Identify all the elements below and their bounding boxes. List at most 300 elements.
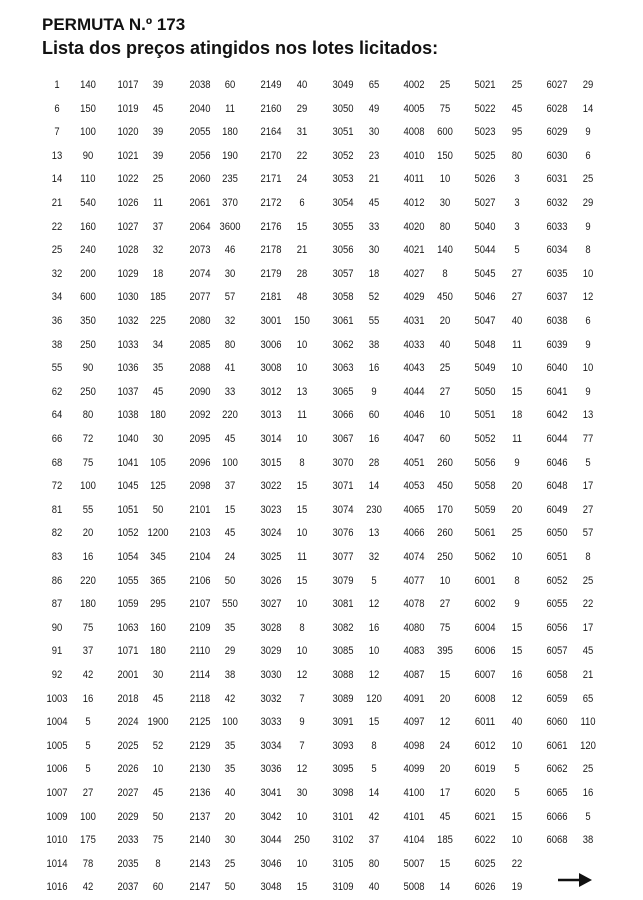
lot-price: 9 (585, 220, 591, 233)
lot-number: 1071 (117, 645, 139, 658)
lot-number: 1003 (46, 692, 68, 705)
lot-price: 11 (297, 409, 307, 422)
table-row (0, 381, 591, 405)
lot-number: 3013 (260, 409, 282, 422)
lot-number: 5046 (474, 291, 496, 304)
lot-price: 540 (80, 197, 96, 209)
table-row (0, 452, 591, 476)
lot-number: 4044 (403, 385, 425, 398)
lot-price: 9 (585, 338, 591, 351)
lot-price: 80 (439, 220, 451, 233)
lot-price: 140 (437, 244, 453, 257)
lot-number: 2073 (189, 244, 211, 257)
lot-number: 6006 (474, 645, 496, 658)
lot-price: 5 (85, 739, 91, 752)
lot-price: 14 (368, 787, 380, 799)
table-row (0, 499, 594, 523)
lot-number: 6055 (546, 598, 568, 611)
lot-number: 3027 (260, 598, 282, 611)
lot-price: 9 (514, 456, 520, 469)
lot-price: 8 (585, 244, 591, 257)
lot-price: 11 (225, 102, 235, 115)
lot-price: 250 (80, 338, 96, 351)
lot-number: 3041 (260, 787, 282, 799)
lot-price: 11 (512, 433, 522, 445)
table-row (0, 522, 594, 546)
lot-price: 3 (514, 173, 520, 186)
lot-number: 3105 (332, 857, 354, 870)
lot-number: 3050 (332, 102, 354, 115)
lot-price: 75 (82, 456, 94, 469)
lot-price: 14 (582, 102, 594, 115)
lot-number: 6028 (546, 102, 568, 115)
lot-number: 22 (51, 220, 63, 233)
lot-number: 5049 (474, 362, 496, 375)
lot-number: 6033 (546, 220, 568, 233)
lot-number: 2061 (189, 197, 211, 209)
lot-number: 3014 (260, 433, 282, 445)
lot-price: 42 (224, 692, 236, 705)
lot-price: 15 (511, 385, 523, 398)
lot-number: 2024 (117, 716, 139, 729)
lot-price: 25 (511, 79, 523, 91)
lot-number: 2060 (189, 173, 211, 186)
lot-price: 10 (296, 810, 308, 823)
lot-price: 14 (439, 881, 451, 894)
lot-number: 1036 (117, 362, 139, 375)
lot-number: 2090 (189, 385, 211, 398)
lot-number: 4065 (403, 503, 425, 516)
lot-number: 6068 (546, 834, 568, 847)
lot-price: 10 (582, 362, 594, 375)
lot-price: 11 (297, 551, 307, 563)
lot-price: 27 (82, 787, 94, 799)
lot-price: 20 (439, 692, 451, 705)
lot-price: 150 (80, 102, 96, 115)
lot-number: 1006 (46, 763, 68, 776)
lot-price: 10 (296, 338, 308, 351)
lot-price: 16 (582, 787, 594, 799)
lot-number: 3008 (260, 362, 282, 375)
lot-price: 5 (585, 456, 591, 469)
lot-price: 13 (296, 385, 308, 398)
lot-number: 2149 (260, 79, 282, 91)
table-row (0, 74, 594, 98)
lot-number: 3046 (260, 857, 282, 870)
lot-number: 6035 (546, 267, 568, 280)
lot-number: 6027 (546, 79, 568, 91)
lot-price: 21 (368, 173, 380, 186)
table-row (0, 829, 594, 853)
lot-number: 5021 (474, 79, 496, 91)
lot-number: 6066 (546, 810, 568, 823)
lot-number: 4091 (403, 692, 425, 705)
lot-price: 30 (152, 433, 164, 445)
lot-price: 12 (296, 669, 308, 681)
lot-number: 4008 (403, 126, 425, 139)
lot-price: 12 (296, 763, 308, 776)
lot-price: 180 (150, 645, 166, 658)
lot-price: 48 (296, 291, 308, 304)
lot-number: 3048 (260, 881, 282, 894)
lot-price: 16 (82, 551, 94, 563)
lot-price: 45 (511, 102, 523, 115)
lot-number: 2130 (189, 763, 211, 776)
lot-number: 2170 (260, 149, 282, 162)
lot-price: 37 (82, 645, 94, 658)
lot-number: 2136 (189, 787, 211, 799)
lot-number: 3061 (332, 315, 354, 327)
lot-number: 6040 (546, 362, 568, 375)
lot-price: 35 (224, 763, 236, 776)
lot-price: 55 (82, 503, 94, 516)
lot-number: 92 (51, 669, 63, 681)
lot-number: 90 (51, 621, 63, 634)
lot-number: 7 (54, 126, 60, 139)
lot-number: 3076 (332, 527, 354, 540)
lot-number: 4100 (403, 787, 425, 799)
lot-number: 6031 (546, 173, 568, 186)
lot-price: 38 (368, 338, 380, 351)
lot-number: 4002 (403, 79, 425, 91)
lot-price: 60 (368, 409, 380, 422)
lot-price: 10 (152, 763, 164, 776)
lot-price: 15 (296, 480, 308, 493)
lot-price: 12 (511, 692, 523, 705)
lot-price: 450 (437, 291, 453, 304)
lot-price: 57 (582, 527, 594, 540)
lot-price: 370 (222, 197, 238, 209)
lot-number: 3070 (332, 456, 354, 469)
lot-number: 1021 (117, 149, 139, 162)
lot-price: 8 (299, 456, 305, 469)
lot-price: 23 (368, 149, 380, 162)
lot-price: 5 (585, 810, 591, 823)
lot-price: 27 (439, 385, 451, 398)
lot-number: 3079 (332, 574, 354, 587)
lot-price: 250 (437, 551, 453, 563)
lot-number: 6007 (474, 669, 496, 681)
lot-number: 2118 (189, 692, 211, 705)
table-row (0, 570, 594, 594)
lot-number: 5062 (474, 551, 496, 563)
lot-number: 62 (51, 385, 63, 398)
lot-number: 13 (51, 149, 63, 162)
lot-number: 4083 (403, 645, 425, 658)
lot-price: 40 (296, 79, 308, 91)
lot-number: 1029 (117, 267, 139, 280)
lot-number: 4051 (403, 456, 425, 469)
table-row (0, 357, 594, 381)
lot-price: 37 (368, 834, 380, 847)
lot-price: 10 (296, 433, 308, 445)
lot-price: 365 (150, 574, 166, 587)
lot-number: 2095 (189, 433, 211, 445)
lot-price: 15 (511, 645, 523, 658)
lot-price: 25 (152, 173, 164, 186)
lot-number: 1016 (46, 881, 68, 894)
lot-price: 14 (368, 480, 380, 493)
lot-price: 235 (222, 173, 238, 186)
lot-price: 75 (152, 834, 164, 847)
lot-price: 50 (152, 503, 164, 516)
lot-price: 190 (222, 149, 238, 162)
table-row (0, 98, 594, 122)
lot-number: 5061 (474, 527, 496, 540)
table-row (0, 593, 594, 617)
lot-number: 2137 (189, 810, 211, 823)
lot-number: 5026 (474, 173, 496, 186)
lot-number: 87 (51, 598, 63, 611)
lot-number: 2056 (189, 149, 211, 162)
lot-number: 3033 (260, 716, 282, 729)
lot-price: 78 (82, 857, 94, 870)
lot-price: 600 (437, 126, 453, 139)
lot-price: 9 (585, 385, 591, 398)
lot-number: 14 (51, 173, 63, 186)
lot-price: 110 (80, 173, 96, 186)
lot-number: 21 (51, 197, 63, 209)
lot-number: 3091 (332, 716, 354, 729)
lot-price: 100 (80, 480, 96, 493)
lot-number: 5052 (474, 433, 496, 445)
lot-price: 37 (224, 480, 236, 493)
lot-number: 2172 (260, 197, 282, 209)
lot-number: 6 (54, 102, 60, 115)
lot-number: 25 (51, 244, 63, 257)
lot-number: 2181 (260, 291, 282, 304)
lot-number: 2074 (189, 267, 211, 280)
lot-number: 4046 (403, 409, 425, 422)
lot-number: 2103 (189, 527, 211, 540)
table-row (0, 853, 553, 877)
lot-number: 5022 (474, 102, 496, 115)
lot-number: 1038 (117, 409, 139, 422)
lot-price: 33 (368, 220, 380, 233)
lot-number: 6034 (546, 244, 568, 257)
table-row (0, 168, 594, 192)
lot-price: 29 (582, 197, 594, 209)
lot-price: 60 (439, 433, 451, 445)
lot-number: 1033 (117, 338, 139, 351)
lot-price: 41 (224, 362, 236, 375)
lot-number: 6050 (546, 527, 568, 540)
lot-price: 150 (294, 315, 310, 327)
lot-price: 75 (439, 621, 451, 634)
table-row (0, 475, 594, 499)
lot-number: 5040 (474, 220, 496, 233)
lot-number: 6056 (546, 621, 568, 634)
lot-number: 68 (51, 456, 63, 469)
lot-number: 2143 (189, 857, 211, 870)
lot-price: 230 (366, 503, 382, 516)
lot-number: 72 (51, 480, 63, 493)
lot-price: 80 (511, 149, 523, 162)
lot-price: 90 (82, 362, 94, 375)
lot-price: 27 (511, 291, 523, 304)
lot-price: 16 (368, 621, 380, 634)
lot-number: 5050 (474, 385, 496, 398)
lot-price: 52 (152, 739, 164, 752)
lot-number: 2106 (189, 574, 211, 587)
lot-price: 12 (368, 669, 380, 681)
lot-price: 175 (80, 834, 96, 847)
lot-number: 2176 (260, 220, 282, 233)
lot-number: 3025 (260, 551, 282, 563)
lot-number: 4053 (403, 480, 425, 493)
lot-number: 5058 (474, 480, 496, 493)
lot-price: 32 (152, 244, 164, 257)
lot-number: 5047 (474, 315, 496, 327)
lot-number: 6032 (546, 197, 568, 209)
lot-price: 17 (582, 621, 594, 634)
lot-number: 3054 (332, 197, 354, 209)
table-row (0, 735, 596, 759)
lot-price: 65 (368, 79, 380, 91)
lot-price: 20 (511, 480, 523, 493)
lot-price: 100 (80, 126, 96, 139)
lot-number: 1007 (46, 787, 68, 799)
lot-price: 13 (582, 409, 594, 422)
lot-price: 260 (437, 527, 453, 540)
lot-price: 395 (437, 645, 453, 658)
lot-price: 6 (585, 315, 591, 327)
lot-price: 20 (439, 763, 451, 776)
lot-number: 3036 (260, 763, 282, 776)
lot-price: 22 (511, 857, 523, 870)
table-row (0, 239, 591, 263)
table-row (0, 688, 594, 712)
lot-price: 5 (514, 787, 520, 799)
lot-price: 60 (224, 79, 236, 91)
lot-number: 6042 (546, 409, 568, 422)
lot-price: 11 (153, 197, 163, 209)
lot-number: 2164 (260, 126, 282, 139)
lot-price: 80 (224, 338, 236, 351)
lot-number: 2040 (189, 102, 211, 115)
lot-number: 2033 (117, 834, 139, 847)
lot-price: 29 (224, 645, 236, 658)
lot-number: 36 (51, 315, 63, 327)
lot-number: 6051 (546, 551, 568, 563)
lot-number: 1055 (117, 574, 139, 587)
lot-number: 6048 (546, 480, 568, 493)
lot-price: 7 (299, 739, 305, 752)
lot-price: 52 (368, 291, 380, 304)
table-row (0, 546, 591, 570)
lot-price: 45 (152, 385, 164, 398)
lot-number: 4080 (403, 621, 425, 634)
lot-number: 91 (51, 645, 63, 658)
lot-price: 10 (511, 739, 523, 752)
lot-number: 2147 (189, 881, 211, 894)
lot-number: 4074 (403, 551, 425, 563)
lot-price: 95 (511, 126, 523, 139)
lot-price: 8 (442, 267, 448, 280)
lot-number: 2027 (117, 787, 139, 799)
lot-number: 4029 (403, 291, 425, 304)
lot-price: 29 (296, 102, 308, 115)
lot-number: 3093 (332, 739, 354, 752)
lot-price: 18 (511, 409, 523, 422)
lot-number: 3066 (332, 409, 354, 422)
lot-price: 39 (152, 149, 164, 162)
lot-number: 3089 (332, 692, 354, 705)
lot-price: 60 (152, 881, 164, 894)
table-row (0, 806, 591, 830)
lot-number: 1022 (117, 173, 139, 186)
table-row (0, 145, 591, 169)
lot-price: 15 (296, 881, 308, 894)
lot-price: 45 (152, 787, 164, 799)
lot-number: 3052 (332, 149, 354, 162)
lot-price: 9 (299, 716, 305, 729)
lot-number: 5045 (474, 267, 496, 280)
lot-price: 40 (511, 716, 523, 729)
lot-number: 3056 (332, 244, 354, 257)
lot-number: 2110 (189, 645, 211, 658)
lot-number: 1037 (117, 385, 139, 398)
page-subtitle: Lista dos preços atingidos nos lotes licitados: (42, 38, 439, 58)
lot-number: 6041 (546, 385, 568, 398)
lot-price: 10 (296, 857, 308, 870)
lot-number: 6001 (474, 574, 496, 587)
lot-price: 5 (514, 244, 520, 257)
lot-price: 3600 (219, 220, 241, 233)
lot-number: 6004 (474, 621, 496, 634)
table-row (0, 310, 591, 334)
lot-price: 24 (439, 739, 451, 752)
lot-number: 82 (51, 527, 63, 540)
lot-number: 5059 (474, 503, 496, 516)
lot-price: 30 (439, 197, 451, 209)
lot-price: 45 (582, 645, 594, 658)
table-row (0, 640, 594, 664)
lot-number: 6002 (474, 598, 496, 611)
lot-price: 12 (582, 291, 594, 304)
lot-price: 140 (80, 79, 96, 91)
lot-number: 6062 (546, 763, 568, 776)
lot-price: 100 (222, 456, 238, 469)
lot-number: 4011 (403, 173, 425, 186)
lot-number: 1019 (117, 102, 139, 115)
lot-price: 77 (582, 433, 594, 445)
lot-price: 5 (85, 716, 91, 729)
lot-number: 3098 (332, 787, 354, 799)
lot-number: 6029 (546, 126, 568, 139)
lot-price: 39 (152, 126, 164, 139)
lot-price: 10 (582, 267, 594, 280)
lot-number: 6065 (546, 787, 568, 799)
lot-price: 9 (514, 598, 520, 611)
lot-price: 42 (82, 669, 94, 681)
lot-price: 17 (582, 480, 594, 493)
lot-price: 12 (368, 598, 380, 611)
table-row (0, 216, 591, 240)
lot-price: 45 (224, 433, 236, 445)
lot-number: 1054 (117, 551, 139, 563)
table-row (0, 192, 594, 216)
table-row (0, 617, 594, 641)
lot-price: 12 (439, 716, 451, 729)
lot-price: 55 (368, 315, 380, 327)
lot-number: 3102 (332, 834, 354, 847)
lot-number: 5025 (474, 149, 496, 162)
lot-number: 4097 (403, 716, 425, 729)
lot-number: 4020 (403, 220, 425, 233)
lot-number: 4047 (403, 433, 425, 445)
lot-price: 42 (82, 881, 94, 894)
